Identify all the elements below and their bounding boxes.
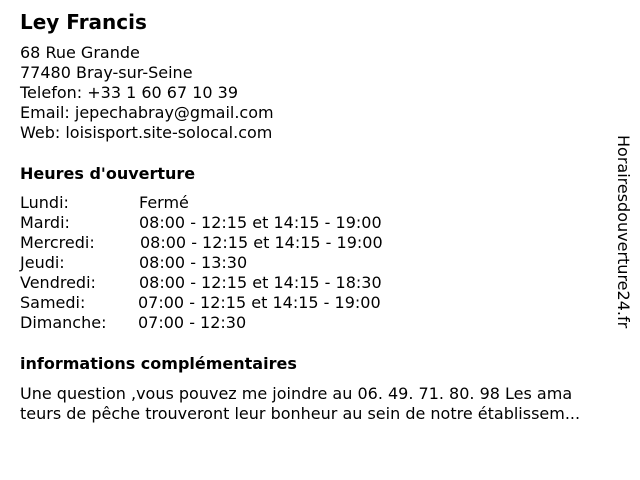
day-label: Lundi: xyxy=(20,193,69,212)
time-value: 08:00 - 13:30 xyxy=(139,253,248,272)
email-line: Email: jepechabray@gmail.com xyxy=(20,103,274,122)
day-label: Dimanche: xyxy=(20,313,107,332)
day-label: Mercredi: xyxy=(20,233,95,252)
time-value: 07:00 - 12:30 xyxy=(138,313,247,332)
day-label: Jeudi: xyxy=(20,253,65,272)
site-watermark: Horairesdouverture24.fr xyxy=(614,135,633,329)
time-value: Fermé xyxy=(139,193,189,212)
hours-heading: Heures d'ouverture xyxy=(20,164,196,183)
time-value: 07:00 - 12:15 et 14:15 - 19:00 xyxy=(138,293,381,312)
time-value: 08:00 - 12:15 et 14:15 - 18:30 xyxy=(139,273,382,292)
day-label: Samedi: xyxy=(20,293,86,312)
web-line: Web: loisisport.site-solocal.com xyxy=(20,123,273,142)
info-line-1: Une question ,vous pouvez me joindre au 06. 49. 71. 80. 98 Les ama xyxy=(20,384,573,403)
address-city: 77480 Bray-sur-Seine xyxy=(20,63,193,82)
info-description xyxy=(20,384,630,424)
info-line-2: teurs de pêche trouveront leur bonheur au sein de notre établissem... xyxy=(20,404,581,423)
address-street: 68 Rue Grande xyxy=(20,43,140,62)
time-value: 08:00 - 12:15 et 14:15 - 19:00 xyxy=(140,233,383,252)
time-value: 08:00 - 12:15 et 14:15 - 19:00 xyxy=(139,213,382,232)
info-heading: informations complémentaires xyxy=(20,354,297,373)
phone-line: Telefon: +33 1 60 67 10 39 xyxy=(20,83,239,102)
business-name: Ley Francis xyxy=(20,10,147,34)
day-label: Vendredi: xyxy=(20,273,96,292)
contact-block xyxy=(20,43,274,143)
day-label: Mardi: xyxy=(20,213,70,232)
